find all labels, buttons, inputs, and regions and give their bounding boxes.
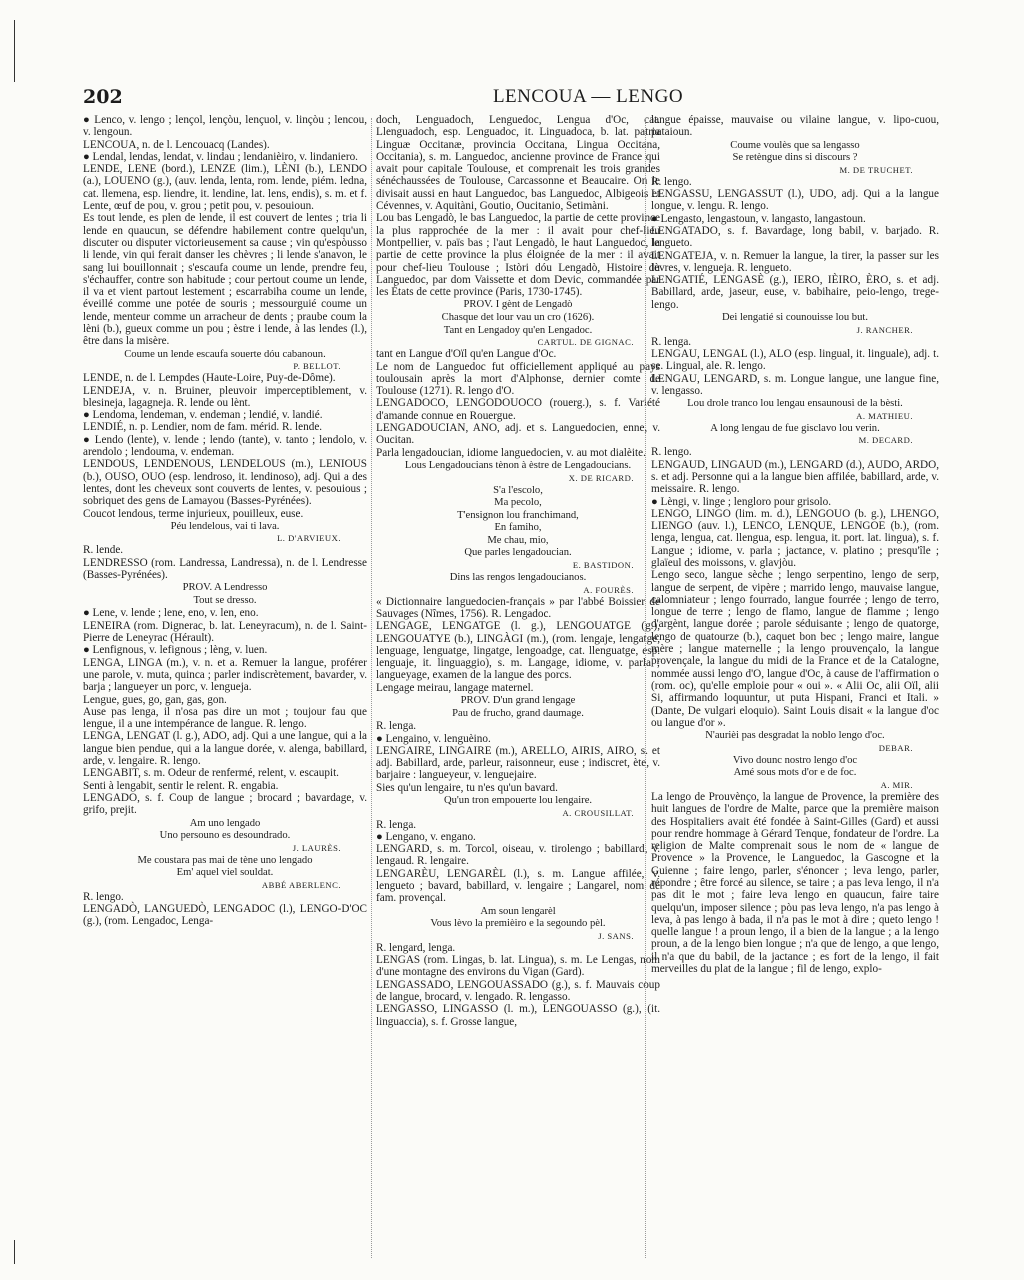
dictionary-entry: LENGADÒ, LANGUEDÒ, LENGADOC (l.), LENGO-D'OC (g.), (rom. Lengadoc, Lenga- bbox=[83, 903, 367, 928]
margin-rule-top bbox=[14, 20, 15, 82]
dictionary-entry: LENGASSO, LINGASSO (l. m.), LENGOUASSO (g.), (it. linguaccia), s. f. Grosse langue, bbox=[376, 1003, 660, 1028]
citation-author: M. DE TRUCHET. bbox=[839, 164, 913, 175]
dictionary-entry: R. lende. bbox=[83, 544, 124, 557]
dictionary-entry: LENGO, LINGO (lim. m. d.), LENGOUO (b. g.), LHENGO, LIENGO (auv. l.), LENCO, LENQUE, LENGOE (b.), (rom. lenga, lengua, cat. llengua, esp. lengua, it. port. lat. lingua), s. f. Langue ; idiome, v. parla ; jactance, v. platino ; presqu'île ; glaïeul des moissons, v. glavjòu. bbox=[651, 507, 939, 569]
dictionary-entry: ● Lendal, lendas, lendat, v. lindau ; lendanièiro, v. lindaniero. bbox=[83, 150, 358, 163]
dictionary-entry: LENGABIT, s. m. Odeur de renfermé, relent, v. escaupit. bbox=[83, 767, 339, 780]
dictionary-entry: Le nom de Languedoc fut officiellement appliqué au pays toulousain après la mort d'Alphonse, dernier comte de Toulouse (1271). R. lengo d'O. bbox=[376, 360, 660, 398]
running-head: LENCOUA — LENGO bbox=[492, 86, 684, 107]
dictionary-entry: LENDRESSO (rom. Landressa, Landressa), n. de l. Lendresse (Basses-Pyrénées). bbox=[83, 556, 367, 581]
dictionary-entry: LENGAGE, LENGATGE (l. g.), LENGOUATGE (g.), LENGOUATYE (b.), LINGÀGI (m.), (rom. lengaje, lengatge, lenguage, lenguatge, lingatge, lengoadge, cat. llenguatge, esp. lenguaje, it. linguaggio), s. m. Langage, idiome, v. parla ; langueyage, examen de la langue des porcs. bbox=[376, 620, 660, 682]
citation-line: Am soun lengarèl bbox=[480, 905, 556, 917]
dictionary-entry: R. lengo. bbox=[651, 446, 692, 459]
citation-line: Qu'un tron empouerte lou lengaire. bbox=[443, 795, 593, 806]
dictionary-entry: tant en Langue d'Oïl qu'en Langue d'Oc. bbox=[376, 348, 557, 361]
citation-line: Me coustara pas mai de tène uno lengado bbox=[137, 854, 313, 866]
dictionary-entry: LENGA, LINGA (m.), v. n. et a. Remuer la langue, proférer une parole, v. muta, quinca ; parler indiscrètement, bavarder, v. barja ; langueyer un porc, v. lengueja. bbox=[83, 656, 367, 694]
dictionary-entry: LENDE, n. de l. Lempdes (Haute-Loire, Puy-de-Dôme). bbox=[83, 372, 336, 385]
dictionary-entry: ● Lengaino, v. lenguèino. bbox=[376, 732, 491, 745]
citation-line: En famiho, bbox=[494, 522, 542, 534]
column-divider bbox=[371, 118, 372, 1258]
dictionary-entry: LENDIÉ, n. p. Lendier, nom de fam. mérid. R. lende. bbox=[83, 421, 323, 434]
dictionary-entry: R. lengard, lenga. bbox=[376, 941, 456, 954]
dictionary-entry: ● Lèngi, v. linge ; lengloro pour grisolo. bbox=[651, 495, 832, 508]
citation-line: PROV. D'un grand lengage bbox=[460, 695, 576, 707]
citation-author: E. BASTIDON. bbox=[572, 560, 634, 571]
dictionary-entry: ● Lendoma, lendeman, v. endeman ; lendié, v. landié. bbox=[83, 409, 323, 422]
margin-rule-bottom bbox=[14, 1240, 15, 1264]
dictionary-entry: R. lenga. bbox=[651, 335, 692, 348]
citation-line: Chasque det lour vau un cro (1626). bbox=[441, 312, 595, 324]
page-header bbox=[83, 86, 973, 112]
citation-line: Pau de frucho, grand daumage. bbox=[452, 707, 584, 719]
citation-line: Vivo dounc nostro lengo d'oc bbox=[732, 754, 858, 766]
dictionary-entry: LENGATEJA, v. n. Remuer la langue, la tirer, la passer sur les lèvres, v. lengueja. R. lengueto. bbox=[651, 249, 939, 274]
citation-line: Dins las rengos lengadoucianos. bbox=[449, 572, 587, 584]
dictionary-entry: LENDOUS, LENDENOUS, LENDELOUS (m.), LENIOUS (b.), OUSO, OUO (esp. lendroso, it. lendinoso), adj. Qui a des lentes, dont les cheveux sont couverts de lentes, v. pesouious ; sobriquet des gens de Lamayou (Basses-Pyrénées). bbox=[83, 458, 367, 508]
citation-author: A. FOURÈS. bbox=[583, 584, 634, 595]
dictionary-entry: Lengue, gues, go, gan, gas, gon. bbox=[83, 693, 227, 706]
citation-line: Em' aquel viel souldat. bbox=[176, 867, 274, 879]
dictionary-entry: La lengo de Prouvènço, la langue de Provence, la première des huit langues de l'ordre de Malte, parce que la première maison des Hospitaliers avait été fondée à Saint-Gilles (Gard) et aussi pour rendre hommage à Gérard Tenque, fondateur de l'ordre. La religion de Malte comprenait sous le nom de « langue de Provence » la Provence, le Languedoc, la Gascogne et la Guienne ; faire lengo, parler, s'énoncer ; leva lengo, parler, répondre ; être forcé au silence, se taire ; a pas leva lengo, il n'a pas dit le mot ; faire leva lengo en quaucun, faire taire quelqu'un, imposer silence ; pòu pas leva lengo, n'a pas lengo à leva, à pas lengo à bada, il n'a pas le mot à dire ; queto lengo ! quelle langue ! a proun lengo, il a bien de la langue ; a la lengo proun, a de la lengo bien longue ; n'a que de lengo, a que lengo, il n'a que du babil, de la jactance ; es fort de la lengo, il fait merveilles du plat de la langue ; fil de lengo, explo- bbox=[651, 790, 939, 976]
dictionary-entry: Lou bas Lengadò, le bas Languedoc, la partie de cette province la plus rapprochée de la mer : il avait pour chef-lieu Montpellier, v. païs bas ; l'aut Lengadò, le haut Languedoc, la partie de cette province la plus éloignée de la mer : il avait pour chef-lieu Toulouse ; Istòri dóu Lengadò, Histoire du Languedoc, par dom Vaissette et dom Devic, commandée par les États de cette province (Paris, 1730-1745). bbox=[376, 212, 660, 299]
dictionary-entry: LENGADOCO, LENGODOUOCO (rouerg.), s. f. Variété d'amande connue en Rouergue. bbox=[376, 397, 660, 422]
citation-line: Péu lendelous, vai ti lava. bbox=[170, 520, 280, 532]
citation-author: A. CROUSILLAT. bbox=[562, 807, 634, 818]
citation-author: A. MIR. bbox=[880, 779, 913, 790]
dictionary-entry: LENGATIÉ, LENGASÈ (g.), IERO, IÈIRO, ÈRO, s. et adj. Babillard, arde, jaseur, euse, v. babihaire, peio-lengo, trege-lengo. bbox=[651, 274, 939, 311]
citation-author: X. DE RICARD. bbox=[568, 472, 634, 483]
dictionary-entry: LENGADOUCIAN, ANO, adj. et s. Languedocien, enne, v. Oucitan. bbox=[376, 422, 660, 447]
dictionary-entry: Senti à lengabit, sentir le relent. R. engabia. bbox=[83, 779, 279, 792]
dictionary-entry: Lengo seco, langue sèche ; lengo serpentino, lengo de serp, langue de serpent, de vipère ; marrido lengo, mauvaise langue, calomniateur ; lengo fourrado, langue fourrée ; lengo de terro, longue de terre ; lengo de flamo, langue de flamme ; lengo d'argènt, langue dorée ; parole séduisante ; lengo de quatorge, lengo de quatourze (b.), caquet bon bec ; lengo maire, langue mère ; langue maternelle ; la lengo prouvençalo, la langue provençale, la langue du midi de la France et de la Catalogne, nommée aussi lengo d'O, langue d'Oc, à cause de l'affirmation o (rom. oc), qu'elle emploie pour « oui ». « Alii Oc, alii Oïl, alii Si, affirmando loquuntur, ut puta Hispani, Franci et Itali. » (Dante, De vulgari eloquio). Saint Louis disait « la langue d'oc ou langue d'or ». bbox=[651, 569, 939, 729]
citation-line: PROV. A Lendresso bbox=[182, 582, 268, 594]
dictionary-entry: LENGA, LENGAT (l. g.), ADO, adj. Qui a une langue, qui a la langue bien pendue, qui a la langue dorée, v. alenga, babillard, arde, v. lengaire. R. lengo. bbox=[83, 730, 367, 768]
dictionary-entry: R. lenga. bbox=[376, 818, 417, 831]
dictionary-entry: doch, Lenguadoch, Lenguedoc, Lengua d'Oc, cat. Llenguadoch, esp. Lenguadoc, it. Linguadoca, b. lat. patria Linguæ Occitanæ, provincia Occitana, Lingua Occitana, Occitania), s. m. Languedoc, ancienne province de France qui avait pour capitale Toulouse, et comprenait les trois grandes sénéchaussées de Toulouse, Carcassonne et Beaucaire. On le divisait aussi en haut Languedoc, bas Languedoc, Albigeois et Cévennes, v. Aquitàni, Goutio, Oucitanio, Setimàni. bbox=[376, 114, 660, 213]
dictionary-entry: Coucot lendous, terme injurieux, pouilleux, euse. bbox=[83, 507, 304, 520]
citation-line: N'aurièi pas desgradat la noblo lengo d'oc. bbox=[705, 730, 885, 742]
citation-line: Am uno lengado bbox=[189, 817, 261, 829]
dictionary-entry: LENEIRA (rom. Dignerac, b. lat. Leneyracum), n. de l. Saint-Pierre de Leneyrac (Hérault). bbox=[83, 619, 367, 645]
text-column-2 bbox=[376, 114, 660, 1264]
citation-line: Lou drole tranco lou lengau ensaunousi de la bèsti. bbox=[687, 398, 903, 410]
citation-line: Se retèngue dins si discours ? bbox=[732, 152, 858, 164]
dictionary-entry: ● Lengano, v. engano. bbox=[376, 830, 476, 843]
citation-author: M. DECARD. bbox=[858, 435, 913, 446]
dictionary-entry: « Dictionnaire languedocien-français » par l'abbé Boissier de Sauvages (Nîmes, 1756). R. Lengadoc. bbox=[376, 595, 660, 620]
dictionary-entry: LENGASSU, LENGASSUT (l.), UDO, adj. Qui a la langue longue, v. lengu. R. lengo. bbox=[651, 188, 939, 213]
citation-author: J. SANS. bbox=[598, 930, 634, 941]
dictionary-entry: langue épaisse, mauvaise ou vilaine langue, v. lipo-cuou, pataioun. bbox=[651, 114, 939, 139]
dictionary-entry: Parla lengadoucian, idiome languedocien, v. au mot dialèite. bbox=[376, 446, 646, 459]
citation-author: DEBAR. bbox=[878, 742, 913, 753]
citation-line: T'ensignon lou franchimand, bbox=[457, 509, 579, 521]
citation-line: Dei lengatié si counouisse lou but. bbox=[722, 312, 868, 324]
text-column-1 bbox=[83, 114, 367, 1264]
citation-line: Que parles lengadoucian. bbox=[464, 547, 572, 559]
text-column-3 bbox=[651, 114, 939, 1264]
dictionary-entry: Sies qu'un lengaire, tu n'es qu'un bavard. bbox=[376, 781, 558, 794]
citation-author: L. D'ARVIEUX. bbox=[277, 533, 341, 544]
dictionary-entry: LENGATADO, s. f. Bavardage, long babil, v. barjado. R. lengueto. bbox=[651, 224, 939, 250]
dictionary-entry: LENGAU, LENGAL (l.), ALO (esp. lingual, it. linguale), adj. t. se. Lingual, ale. R. lengo. bbox=[651, 347, 939, 373]
dictionary-entry: LENGAUD, LINGAUD (m.), LENGARD (d.), AUDO, ARDO, s. et adj. Personne qui a la langue bien affilée, babillard, arde, v. meissaire. R. lengo. bbox=[651, 458, 939, 496]
dictionary-entry: ● Lendo (lente), v. lende ; lendo (tante), v. tanto ; lendolo, v. arendolo ; lendouma, v. endeman. bbox=[83, 433, 367, 459]
dictionary-entry: LENDE, LENE (bord.), LENZE (lim.), LÈNI (b.), LENDO (a.), LOUENO (g.), (auv. lenda, lenta, rom. lende, piém. ledna, cat. llemena, esp. liendre, it. lendine, lat. lens, endis), s. m. et f. Lente, œuf de pou, v. grou ; petit pou, v. pesouioun. bbox=[83, 163, 367, 213]
citation-author: P. BELLOT. bbox=[293, 361, 341, 372]
dictionary-entry: LENDEJA, v. n. Bruiner, pleuvoir imperceptiblement, v. blesineja, lagagneja. R. lende ou lènt. bbox=[83, 384, 367, 409]
citation-line: S'a l'escolo, bbox=[493, 484, 543, 496]
dictionary-entry: LENGAU, LENGARD, s. m. Longue langue, une langue fine, v. lengasso. bbox=[651, 372, 939, 397]
citation-line: Uno persouno es desoundrado. bbox=[159, 830, 291, 842]
citation-line: Amé sous mots d'or e de foc. bbox=[733, 767, 857, 779]
citation-line: Tant en Lengadoy qu'en Lengadoc. bbox=[443, 324, 593, 336]
citation-line: A long lengau de fue gisclavo lou verin. bbox=[710, 422, 880, 434]
citation-author: J. RANCHER. bbox=[856, 324, 913, 335]
dictionary-entry: ● Lengasto, lengastoun, v. langasto, langastoun. bbox=[651, 212, 866, 225]
dictionary-entry: Es tout lende, es plen de lende, il est couvert de lentes ; tria li lende en quaucun, se défendre habilement contre quelqu'un, discuter ou disputer victorieusement sa cause ; vin qu'espòusso li lende, vin qui ferait danser les chèvres ; li lende s'anavon, le sang lui bouillonnait ; s'escaufa coume un lende, prendre feu, s'échauffer, contre son habitude ; cour pertout coume un lende, il va et vient partout lestement ; escarrabiha coume un lende, éveillé comme une potée de souris ; messourguié coume un lende, menteur comme un arracheur de dents ; praube coum la lèni (b.), gueux comme un pou ; èstre i lende, à las lendes (l.), être dans la misère. bbox=[83, 212, 367, 348]
citation-author: J. LAURÈS. bbox=[292, 842, 341, 853]
dictionary-entry: ● Lenfignous, v. lefignous ; lèng, v. luen. bbox=[83, 644, 268, 657]
dictionary-entry: ● Lene, v. lende ; lene, eno, v. len, eno. bbox=[83, 607, 259, 620]
citation-author: CARTUL. DE GIGNAC. bbox=[537, 337, 634, 348]
citation-author: ABBÉ ABERLENC. bbox=[261, 879, 341, 890]
dictionary-entry: LENGADO, s. f. Coup de langue ; brocard ; bavardage, v. grifo, prejit. bbox=[83, 791, 367, 817]
page-number: 202 bbox=[83, 86, 123, 108]
dictionary-entry: R. lenga. bbox=[376, 720, 417, 733]
dictionary-entry: LENGASSADO, LENGOUASSADO (g.), s. f. Mauvais coup de langue, brocard, v. lengado. R. lengasso. bbox=[376, 978, 660, 1004]
citation-line: PROV. I gènt de Lengadò bbox=[463, 299, 573, 311]
dictionary-entry: LENGAIRE, LINGAIRE (m.), ARELLO, AIRIS, AIRO, s. et adj. Babillard, arde, parleur, raisonneur, euse ; indiscret, ète, v. barjaire : langueyeur, v. lenguejaire. bbox=[376, 744, 660, 782]
dictionary-entry: LENCOUA, n. de l. Lencouacq (Landes). bbox=[83, 138, 270, 151]
citation-line: Coume un lende escaufa souerte dóu cabanoun. bbox=[124, 348, 326, 360]
dictionary-entry: LENGARD, s. m. Torcol, oiseau, v. tirolengo ; babillard, v. lengaud. R. lengaire. bbox=[376, 843, 660, 868]
dictionary-entry: R. lengo. bbox=[83, 890, 124, 903]
citation-author: A. MATHIEU. bbox=[856, 410, 913, 421]
column-divider bbox=[645, 118, 646, 1258]
citation-line: Tout se dresso. bbox=[193, 594, 257, 606]
dictionary-entry: LENGAS (rom. Lingas, b. lat. Lingua), s. m. Le Lengas, nom d'une montagne des environs du Vigan (Gard). bbox=[376, 954, 660, 979]
citation-line: Me chau, mio, bbox=[487, 534, 549, 546]
dictionary-entry: Lengage meirau, langage maternel. bbox=[376, 681, 534, 694]
dictionary-entry: ● Lenco, v. lengo ; lençol, lençòu, lençuol, v. linçòu ; lencou, v. lengoun. bbox=[83, 114, 367, 139]
dictionary-entry: Ause pas lenga, il n'osa pas dire un mot ; toujour fau que lengue, il a une intempérance de langue. R. lengo. bbox=[83, 705, 367, 731]
dictionary-entry: R. lengo. bbox=[651, 175, 692, 188]
dictionary-entry: LENGARÈU, LENGARÈL (l.), s. m. Langue affilée, v. lengueto ; bavard, babillard, v. lengaire ; Langarel, nom de fam. provençal. bbox=[376, 867, 660, 905]
citation-line: Lous Lengadoucians tènon à èstre de Lengadoucians. bbox=[404, 459, 632, 471]
citation-line: Vous lèvo la premièiro e la segoundo pèl. bbox=[430, 918, 606, 930]
citation-line: Coume voulès que sa lengasso bbox=[730, 139, 860, 151]
citation-line: Ma pecolo, bbox=[494, 497, 542, 509]
